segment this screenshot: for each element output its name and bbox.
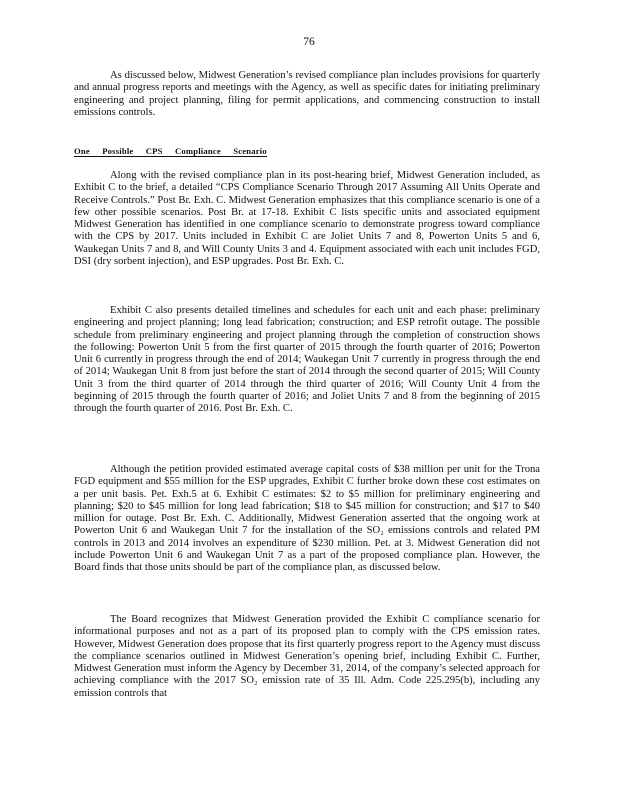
body-paragraph	[74, 464, 540, 575]
body-paragraph	[74, 614, 540, 700]
body-paragraph	[74, 305, 540, 416]
section-heading: One Possible CPS Compliance Scenario	[74, 146, 267, 156]
paragraph-text: Although the petition provided estimated average capital costs of $38 million per unit for the Trona FGD equipment and $55 million for the ESP upgrades, Exhibit C further broke down these cost estimates on a per unit basis. Pet. Exh.5 at 6. Exhibit C estimates: $2 to $5 million for preliminary engineering and planning; $20 to $45 million for long lead fabrication; $18 to $45 million for construction; and $17 to $40 million for outage. Post Br. Exh. C. Additionally, Midwest Generation asserted that the ongoing work at Powerton Unit 6 and Waukegan Unit 7 for the installation of the SO₂ emissions controls and related PM controls in 2013 and 2014 involves an expenditure of $230 million. Pet. at 3. Midwest Generation did not include Powerton Unit 6 and Waukegan Unit 7 as a part of the proposed compliance plan. However, the Board finds that those units should be part of the compliance plan, as discussed below.	[74, 464, 540, 574]
page-number: 76	[303, 36, 315, 48]
body-paragraph	[74, 70, 540, 119]
paragraph-text: The Board recognizes that Midwest Generation provided the Exhibit C compliance scenario for informational purposes and not as a part of its proposed plan to comply with the CPS emission rates. However, Midwest Generation does propose that its first quarterly progress report to the Agency must discuss the compliance scenarios outlined in Midwest Generation’s opening brief, including Exhibit C. Further, Midwest Generation must inform the Agency by December 31, 2014, of the company’s selected approach for achieving compliance with the 2017 SO₂ emission rate of 35 Ill. Adm. Code 225.295(b), including any emission controls that	[74, 614, 540, 699]
paragraph-text: Exhibit C also presents detailed timelines and schedules for each unit and each phase: preliminary engineering and project planning; long lead fabrication; construction; and ESP retrofit outage. The possible schedule from preliminary engineering and project planning through the completion of construction shows the following: Powerton Unit 5 from the first quarter of 2015 through the fourth quarter of 2016; Powerton Unit 6 currently in progress through the end of 2014; Waukegan Unit 7 currently in progress through the end of 2014; Waukegan Unit 8 from just before the start of 2014 through the second quarter of 2015; Will County Unit 3 from the third quarter of 2014 through the third quarter of 2016; Will County Unit 4 from the beginning of 2015 through the fourth quarter of 2016; and Joliet Units 7 and 8 from the beginning of 2015 through the fourth quarter of 2016. Post Br. Exh. C.	[74, 305, 540, 415]
paragraph-text: As discussed below, Midwest Generation’s revised compliance plan includes provisions for quarterly and annual progress reports and meetings with the Agency, as well as specific dates for initiating preliminary engineering and project planning, filing for permit applications, and commencing construction to install emissions controls.	[74, 70, 540, 118]
paragraph-text: Along with the revised compliance plan in its post-hearing brief, Midwest Generation included, as Exhibit C to the brief, a detailed “CPS Compliance Scenario Through 2017 Assuming All Units Operate and Receive Controls.” Post Br. Exh. C. Midwest Generation emphasizes that this compliance scenario is one of a few other possible scenarios. Post Br. at 17-18. Exhibit C lists specific units and associated equipment Midwest Generation has identified in one compliance scenario to demonstrate progress toward compliance with the CPS by 2017. Units included in Exhibit C are Joliet Units 7 and 8, Powerton Units 5 and 6, Waukegan Units 7 and 8, and Will County Units 3 and 4. Equipment associated with each unit includes FGD, DSI (dry sorbent injection), and ESP upgrades. Post Br. Exh. C.	[74, 170, 540, 268]
body-paragraph	[74, 170, 540, 268]
